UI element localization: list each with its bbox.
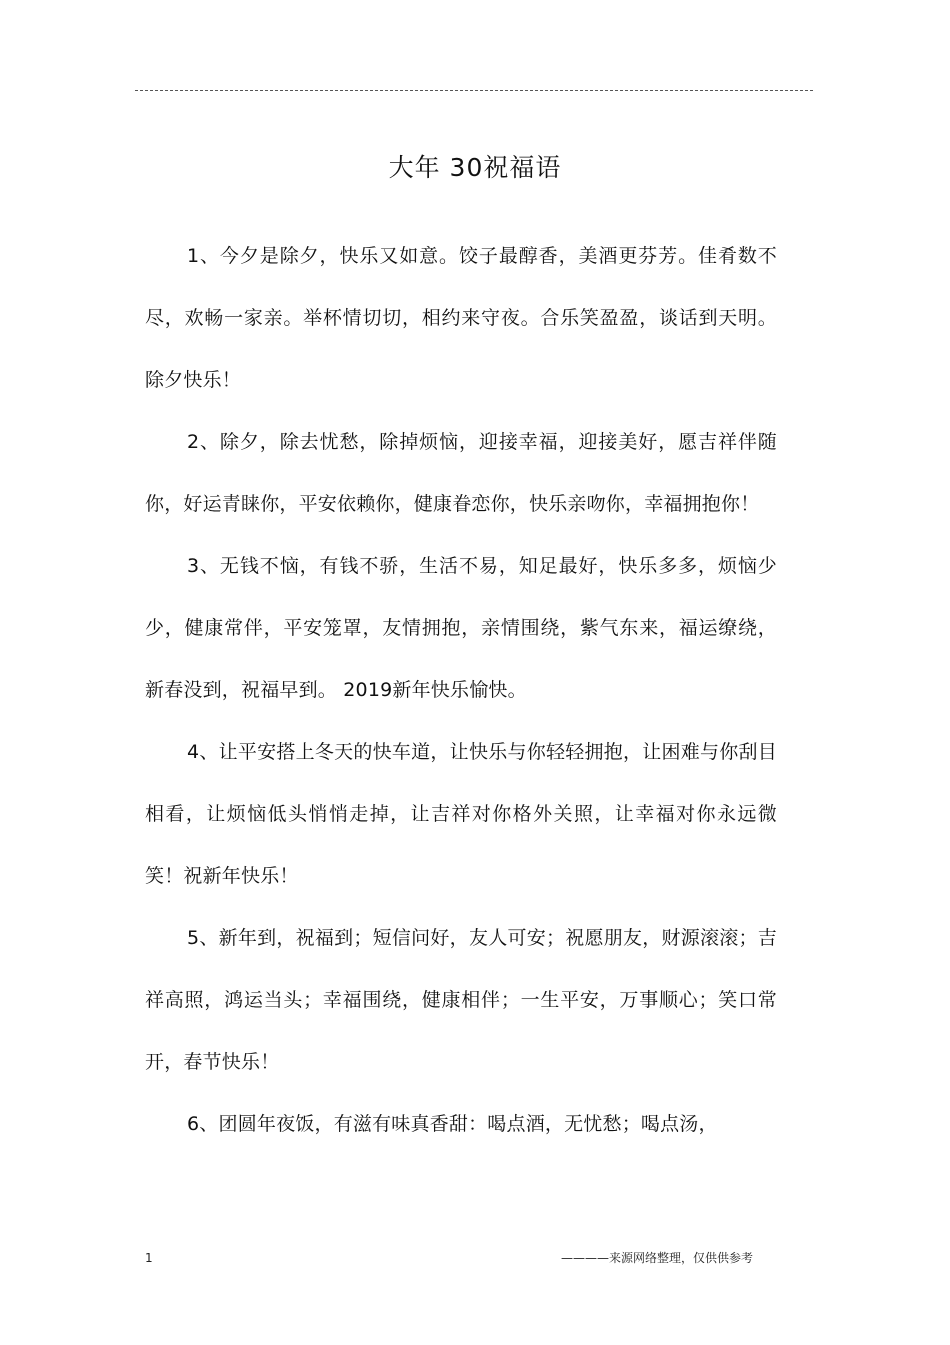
source-note: ————来源网络整理，仅供供参考 [560,1251,753,1265]
paragraph-1: 1、今夕是除夕，快乐又如意。饺子最醇香，美酒更芬芳。佳肴数不尽，欢畅一家亲。举杯情切切，相约来守夜。合乐笑盈盈，谈话到天明。除夕快乐！ [145,245,777,391]
header-divider [135,90,813,91]
document-body [145,225,777,1155]
paragraph-6: 6、团圆年夜饭，有滋有味真香甜：喝点酒，无忧愁；喝点汤， [187,1113,718,1135]
page-footer [145,1248,753,1268]
paragraph-3: 3、无钱不恼，有钱不骄，生活不易，知足最好，快乐多多，烦恼少少，健康常伴，平安笼罩，友情拥抱，亲情围绕，紫气东来，福运缭绕，新春没到，祝福早到。 2019新年快乐愉快。 [145,555,777,701]
paragraph-4: 4、让平安搭上冬天的快车道，让快乐与你轻轻拥抱，让困难与你刮目相看，让烦恼低头悄悄走掉，让吉祥对你格外关照，让幸福对你永远微笑！祝新年快乐！ [145,741,777,887]
paragraph-2: 2、除夕，除去忧愁，除掉烦恼，迎接幸福，迎接美好，愿吉祥伴随你，好运青睐你，平安依赖你，健康眷恋你，快乐亲吻你，幸福拥抱你！ [145,431,777,515]
document-title: 大年 30祝福语 [388,153,562,182]
paragraph-5: 5、新年到，祝福到；短信问好，友人可安；祝愿朋友，财源滚滚；吉祥高照，鸿运当头；幸福围绕，健康相伴；一生平安，万事顺心；笑口常开，春节快乐！ [145,927,777,1073]
page-number: 1 [145,1251,153,1265]
